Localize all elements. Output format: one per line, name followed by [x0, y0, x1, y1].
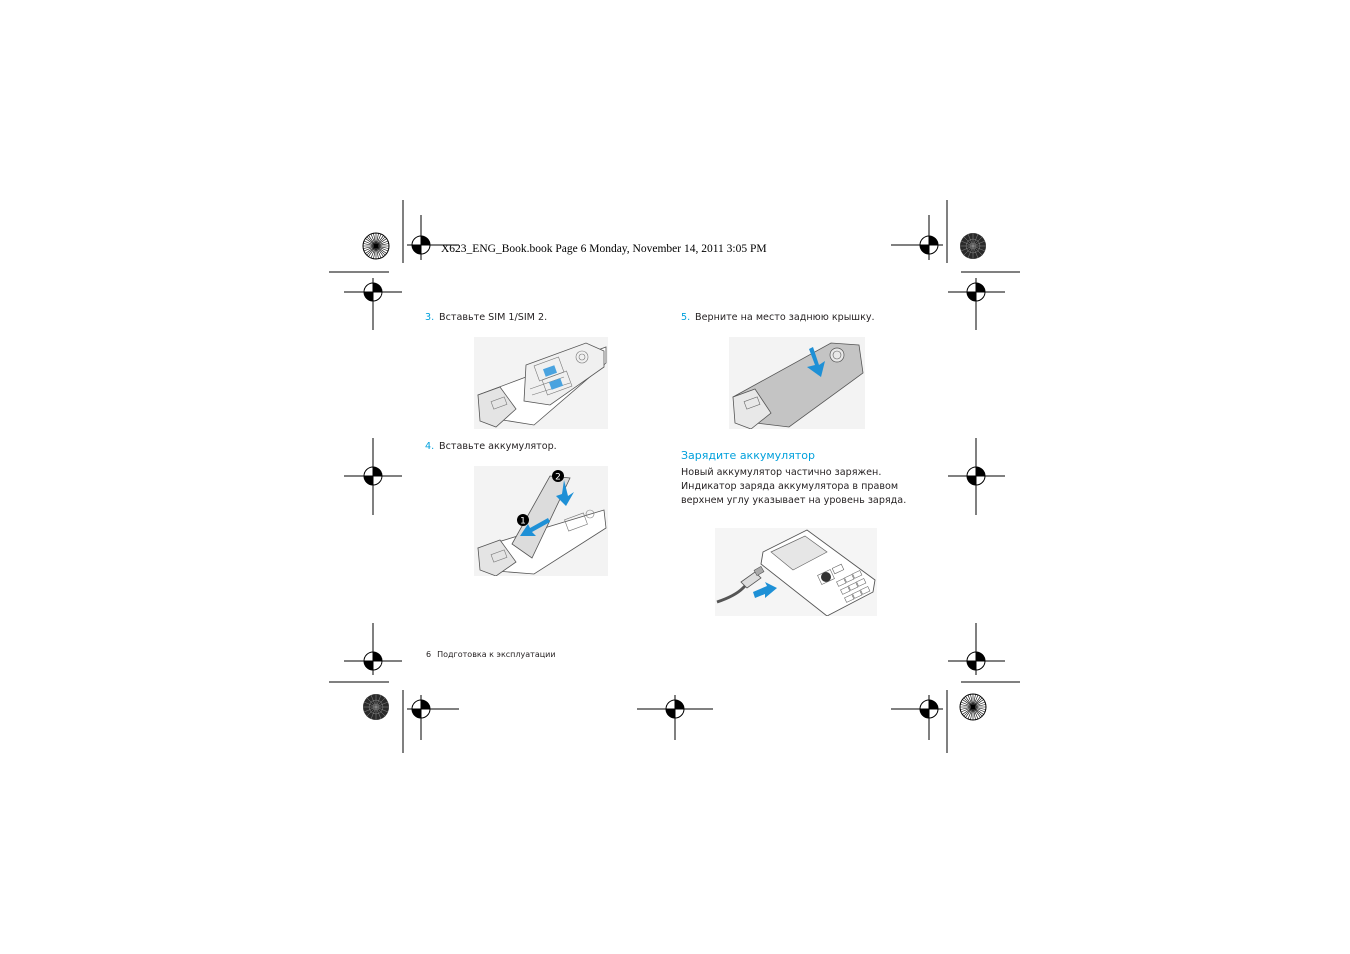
step-text: Вставьте аккумулятор.: [439, 441, 557, 452]
step-5: [681, 312, 875, 323]
paragraph-line: верхнем углу указывает на уровень заряда.: [681, 495, 907, 506]
step-4: [425, 441, 557, 452]
paragraph-line: Индикатор заряда аккумулятора в правом: [681, 481, 899, 492]
charging-illustration: [715, 528, 877, 620]
back-cover-illustration: [729, 337, 865, 433]
battery-insert-illustration: [474, 466, 608, 580]
section-title: Зарядите аккумулятор: [681, 449, 815, 462]
callout-2: 2: [555, 472, 561, 483]
paragraph-line: Новый аккумулятор частично заряжен.: [681, 467, 882, 478]
book-header: X623_ENG_Book.book Page 6 Monday, November 14, 2011 3:05 PM: [441, 243, 767, 255]
footer-section-title: Подготовка к эксплуатации: [437, 650, 556, 659]
step-3: [425, 312, 547, 323]
page-footer: [426, 650, 556, 659]
section-paragraph: [681, 466, 941, 508]
sim-insert-illustration: [474, 337, 608, 433]
step-text: Верните на место заднюю крышку.: [695, 312, 875, 323]
step-text: Вставьте SIM 1/SIM 2.: [439, 312, 548, 323]
step-number: 4.: [425, 441, 435, 452]
page-number: 6: [426, 650, 432, 659]
step-number: 3.: [425, 312, 435, 323]
step-number: 5.: [681, 312, 691, 323]
callout-1: 1: [520, 516, 526, 527]
